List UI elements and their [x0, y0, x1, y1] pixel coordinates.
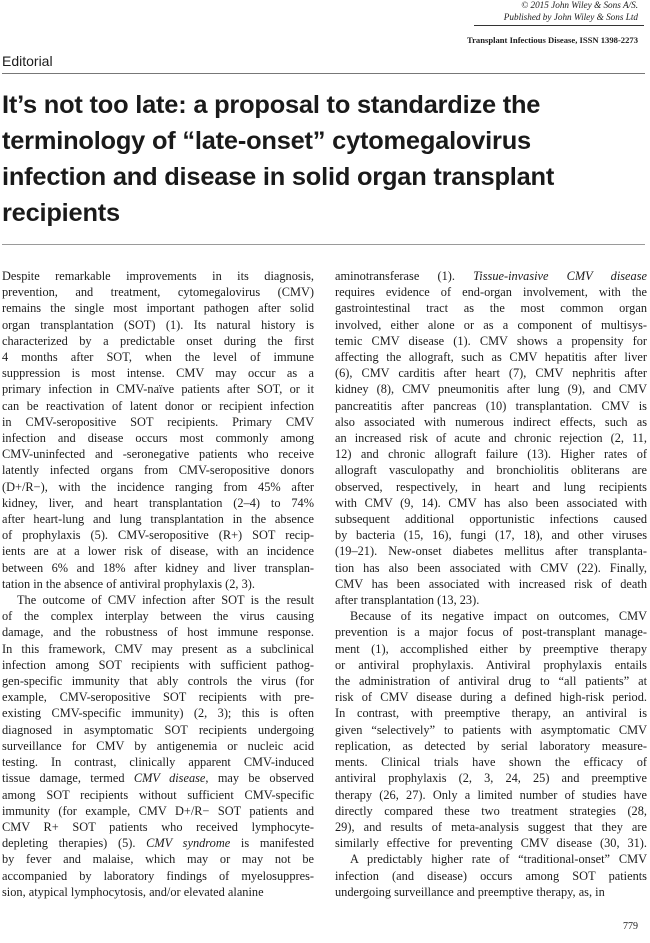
text-line: depleting therapies) (5). CMV syndrome is manifested: [2, 836, 314, 851]
text-line: of prophylaxis (5). CMV-seropositive (R+) SOT recip-: [2, 528, 314, 543]
text-line: of the complex interplay between the virus causing: [2, 609, 314, 624]
page-number: 779: [623, 921, 638, 932]
text-line: ments. Clinical trials have shown the efficacy of: [335, 755, 647, 770]
text-line: affecting the allograft, such as CMV hepatitis after liver: [335, 350, 647, 365]
text-line: characterized by a predictable onset during the first: [2, 333, 314, 348]
text-line: infection and disease occurs most commonly among: [2, 431, 314, 446]
italic-term: Tissue-invasive CMV disease: [473, 269, 647, 283]
text-line: 12) and chronic allograft failure (13). Higher rates of: [335, 447, 647, 462]
text-line: testing. In contrast, clinically apparent CMV-induced: [2, 755, 314, 770]
text-line: Because of its negative impact on outcomes, CMV: [350, 609, 647, 624]
text-line: suppression is most intense. CMV may occur as a: [2, 366, 314, 381]
text-line: (19–21). New-onset diabetes mellitus after transplanta-: [335, 544, 647, 559]
text-line: among SOT recipients without sufficient CMV-specific: [2, 787, 314, 802]
text-line: given “selectively” to patients with asymptomatic CMV: [335, 722, 647, 737]
text-line: tation in the absence of antiviral prophylaxis (2, 3).: [2, 576, 255, 591]
text-line: requires evidence of end-organ involvement, with the: [335, 285, 647, 300]
text-line: an increased risk of acute and chronic rejection (2, 11,: [335, 431, 647, 446]
text-line: In contrast, with preemptive therapy, an antiviral is: [335, 706, 647, 721]
text-line: allograft vasculopathy and bronchiolitis obliterans are: [335, 463, 647, 478]
text-line: directly compared these two treatment strategies (28,: [335, 803, 647, 818]
italic-term: CMV syndrome: [146, 836, 231, 851]
text-line: or antiviral prophylaxis. Antiviral prophylaxis entails: [335, 657, 647, 672]
text-line: organ transplantation (SOT) (1). Its natural history is: [2, 317, 314, 332]
title-line: infection and disease in solid organ transplant: [2, 163, 555, 191]
text-line: undergoing surveillance and preemptive therapy, as, in: [335, 884, 605, 899]
text-line: existing CMV-specific immunity) (2, 3); this is often: [2, 706, 314, 721]
body-column-left: [2, 268, 314, 900]
text-line: by fever and malaise, which may or may not be: [2, 852, 314, 867]
text-line: can be reactivation of latent donor or recipient infection: [2, 398, 314, 413]
article-title: [2, 87, 642, 231]
text-line: pancreatitis after pancreas (10) transplantation. CMV is: [335, 398, 647, 413]
text-line: In this framework, CMV may present as a subclinical: [2, 641, 314, 656]
text-line: immunity (for example, CMV D+/R− SOT patients and: [2, 803, 314, 818]
text-line: risk of CMV disease during a defined high-risk period.: [335, 690, 647, 705]
text-line: ment (1), accomplished either by preemptive therapy: [335, 641, 647, 656]
text-line: Despite remarkable improvements in its diagnosis,: [2, 269, 314, 283]
text-line: damage, and the robustness of host immune response.: [2, 625, 314, 640]
text-line: gen-specific immunity that ably controls the virus (for: [2, 674, 314, 689]
text-line: similarly effective for preventing CMV disease (30, 31).: [335, 836, 647, 851]
text-line: 29), and results of meta-analysis suggest that they are: [335, 819, 647, 834]
text-line: example, CMV-seropositive SOT recipients with pre-: [2, 690, 314, 705]
text-line: A predictably higher rate of “traditional-onset” CMV: [350, 852, 647, 867]
text-line: by bacteria (15, 16), fungi (17, 18), and other viruses: [335, 528, 647, 543]
publisher-line: Published by John Wiley & Sons Ltd: [503, 11, 638, 22]
text-line: the administration of antiviral drug to “all patients” at: [335, 674, 647, 689]
text-line: also associated with numerous indirect effects, such as: [335, 414, 647, 429]
copyright-line: © 2015 John Wiley & Sons A/S.: [521, 0, 638, 10]
journal-line: Transplant Infectious Disease, ISSN 1398-2273: [466, 35, 638, 45]
text-line: kidney (8), CMV pneumonitis after lung (9), and CMV: [335, 382, 647, 397]
text-line: observed, respectively, in heart and lung recipients: [335, 479, 647, 494]
text-line: ients are at a lower risk of disease, with an incidence: [2, 544, 314, 559]
text-line: therapy (26, 27). Only a limited number of studies have: [335, 787, 647, 802]
text-line: with CMV (9, 14). CMV has also been associated with: [335, 495, 647, 510]
text-line: infection among SOT recipients with sufficient pathog-: [2, 657, 314, 672]
text-line: The outcome of CMV infection after SOT is the result: [17, 593, 314, 608]
text-line: remains the single most important pathogen after solid: [2, 301, 314, 316]
text-line: tissue damage, termed CMV disease, may be observed: [2, 771, 314, 786]
text-line: diagnosed in asymptomatic SOT recipients undergoing: [2, 722, 314, 737]
text-line: in CMV-seropositive SOT recipients. Primary CMV: [2, 414, 314, 429]
text-line: infection (and disease) occurs among SOT patients: [335, 868, 647, 883]
text-line: surveillance for CMV by antigenemia or nucleic acid: [2, 738, 314, 753]
text-line: prevention is a major focus of post-transplant manage-: [335, 625, 647, 640]
text-line: temic CMV disease (1). CMV shows a propensity for: [335, 333, 647, 348]
text-line: subsequent additional opportunistic infections caused: [335, 512, 647, 527]
text-line: after heart-lung and lung transplantation in the absence: [2, 512, 314, 527]
text-line: latently infected organs from CMV-seropositive donors: [2, 463, 314, 478]
text-line: sion, atypical lymphocytosis, and/or elevated alanine: [2, 884, 264, 899]
text-line: CMV-uninfected and -seronegative patients who receive: [2, 447, 314, 462]
text-line: replication, as detected by serial laboratory measure-: [335, 738, 647, 753]
text-line: primary infection in CMV-naïve patients after SOT, or it: [2, 382, 314, 397]
text-line: antiviral prophylaxis (2, 3, 24, 25) and preemptive: [335, 771, 647, 786]
text-line: CMV R+ SOT patients who received lymphocyte-: [2, 819, 314, 834]
text-line: 4 months after SOT, when the level of immune: [2, 350, 314, 365]
title-line: recipients: [2, 199, 120, 227]
text-line: between 6% and 18% after kidney and liver transplan-: [2, 560, 314, 575]
title-line: terminology of “late-onset” cytomegalovirus: [2, 127, 531, 155]
header-rule: [474, 25, 644, 26]
body-column-right: [335, 268, 647, 900]
section-rule: [2, 73, 645, 74]
title-line: It’s not too late: a proposal to standardize the: [2, 91, 541, 119]
text-line: tion has also been associated with CMV (22). Finally,: [335, 560, 647, 575]
text-line: prevention, and treatment, cytomegalovirus (CMV): [2, 285, 314, 300]
text-line: CMV has been associated with increased risk of death: [335, 576, 647, 591]
section-label: Editorial: [2, 53, 53, 69]
text-line: (6), CMV carditis after heart (7), CMV nephritis after: [335, 366, 647, 381]
text-line: involved, either alone or as a component of multisys-: [335, 317, 647, 332]
text-line: kidney, liver, and heart transplantation (2–4) to 74%: [2, 495, 314, 510]
text-line: aminotransferase (1). Tissue-invasive CMV disease: [335, 269, 647, 283]
text-line: gastrointestinal tract as the most common organ: [335, 301, 647, 316]
title-rule: [2, 244, 645, 245]
italic-term: CMV disease: [133, 771, 206, 786]
text-line: (D+/R−), with the incidence ranging from 45% after: [2, 479, 314, 494]
text-line: after transplantation (13, 23).: [335, 593, 480, 608]
text-line: accompanied by laboratory findings of myelosuppres-: [2, 868, 314, 883]
copyright-block: [308, 0, 638, 23]
